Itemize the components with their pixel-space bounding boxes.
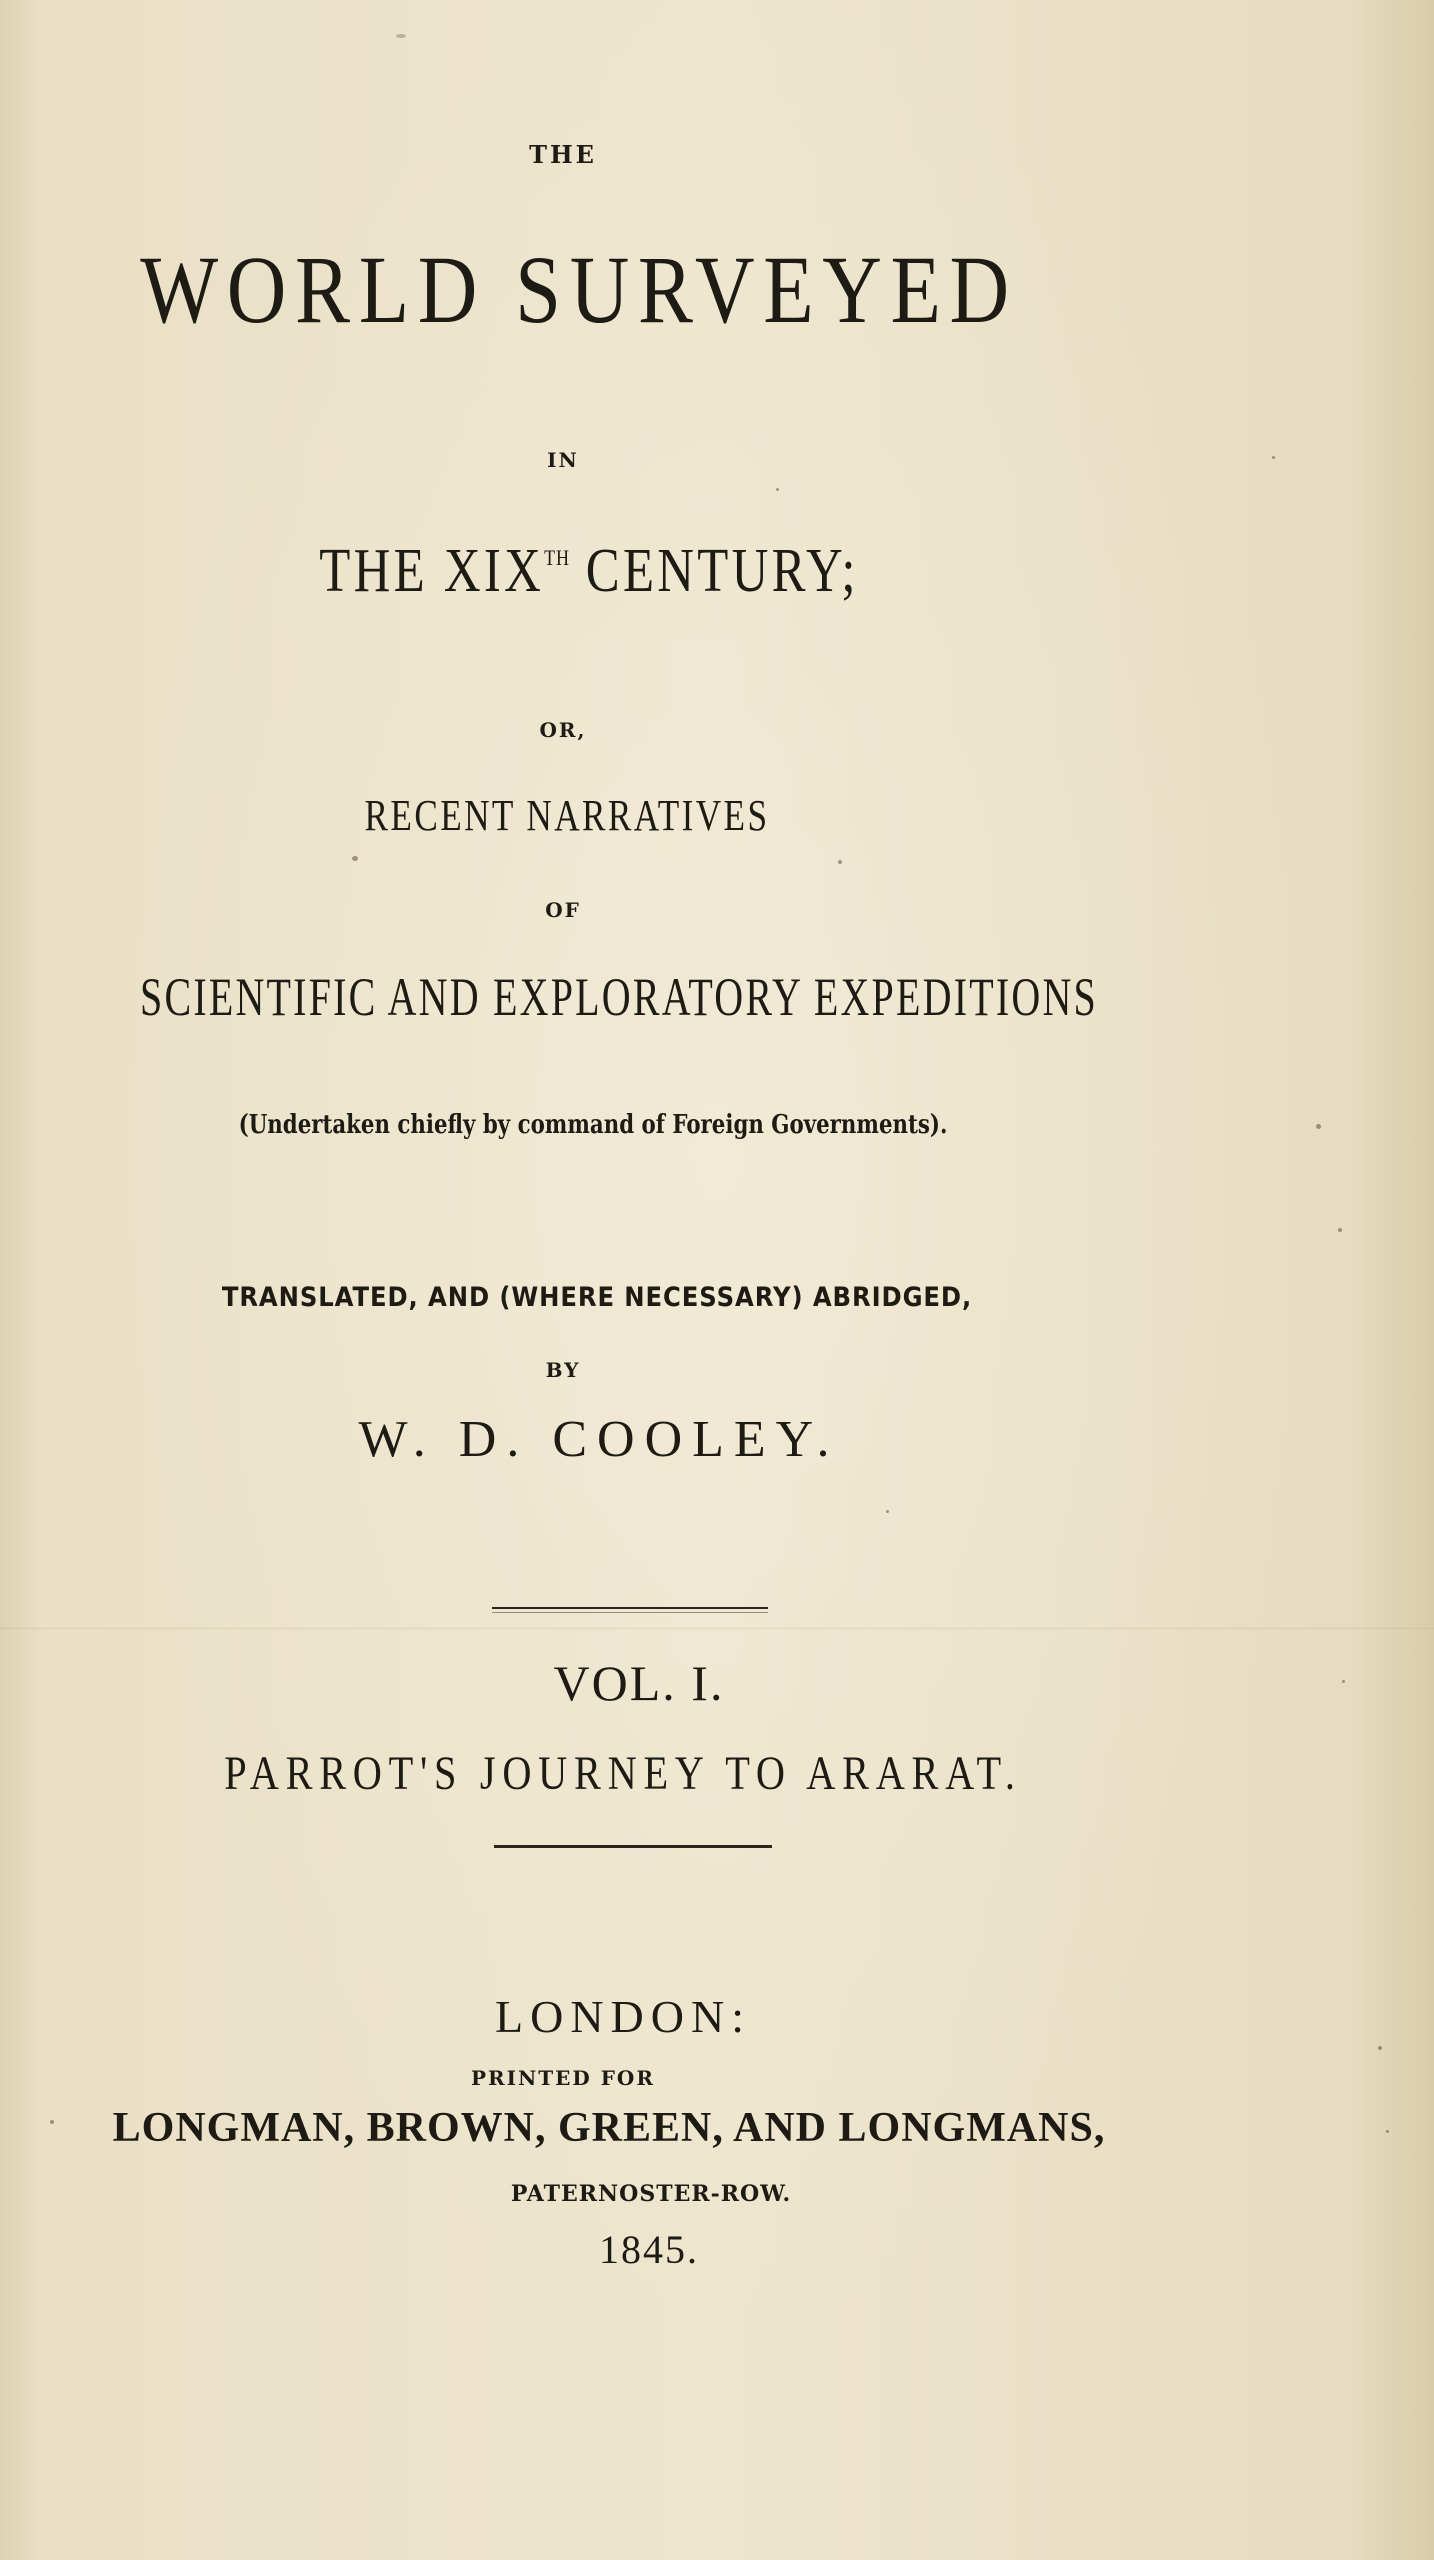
the-word: THE bbox=[529, 140, 597, 169]
paper-speck bbox=[886, 1510, 889, 1513]
paper-speck bbox=[1338, 1228, 1342, 1232]
century-suffix: CENTURY; bbox=[569, 537, 859, 605]
expeditions-line: SCIENTIFIC AND EXPLORATORY EXPEDITIONS bbox=[140, 967, 1098, 1027]
century-line bbox=[1, 536, 1177, 607]
volume-title: PARROT'S JOURNEY TO ARARAT. bbox=[224, 1747, 1022, 1800]
paper-speck bbox=[1378, 2046, 1382, 2050]
city: LONDON: bbox=[495, 1991, 751, 2042]
volume-label: VOL. I. bbox=[553, 1655, 725, 1711]
paper-speck bbox=[352, 856, 358, 861]
of-word: OF bbox=[545, 898, 581, 922]
page-fold-crease bbox=[0, 1627, 1434, 1630]
author-name: W. D. COOLEY. bbox=[358, 1411, 840, 1468]
lower-rule bbox=[494, 1845, 772, 1848]
undertaken-note: (Undertaken chiefly by command of Foreign Governments). bbox=[238, 1110, 948, 1140]
upper-rule-shadow bbox=[492, 1612, 768, 1613]
paper-speck bbox=[838, 860, 842, 864]
paper-speck bbox=[1316, 1124, 1321, 1129]
paper-speck bbox=[396, 34, 406, 38]
paper-speck bbox=[50, 2120, 54, 2124]
publisher: LONGMAN, BROWN, GREEN, AND LONGMANS, bbox=[112, 2105, 1106, 2151]
century-prefix: THE XIX bbox=[319, 537, 545, 605]
address: PATERNOSTER-ROW. bbox=[510, 2181, 792, 2207]
paper-speck bbox=[1342, 1680, 1345, 1683]
century-superscript: TH bbox=[544, 545, 570, 570]
or-word: OR, bbox=[539, 718, 587, 742]
in-word: IN bbox=[547, 448, 579, 472]
paper-speck bbox=[776, 488, 779, 491]
printed-for: PRINTED FOR bbox=[471, 2066, 655, 2090]
paper-speck bbox=[1386, 2130, 1389, 2133]
recent-narratives: RECENT NARRATIVES bbox=[364, 791, 770, 840]
upper-rule bbox=[492, 1607, 768, 1609]
by-word: BY bbox=[545, 1358, 581, 1382]
main-title: WORLD SURVEYED bbox=[140, 236, 1018, 343]
year: 1845. bbox=[599, 2227, 699, 2272]
paper-speck bbox=[1272, 456, 1275, 459]
translated-line: TRANSLATED, AND (WHERE NECESSARY) ABRIDGED, bbox=[221, 1282, 973, 1313]
